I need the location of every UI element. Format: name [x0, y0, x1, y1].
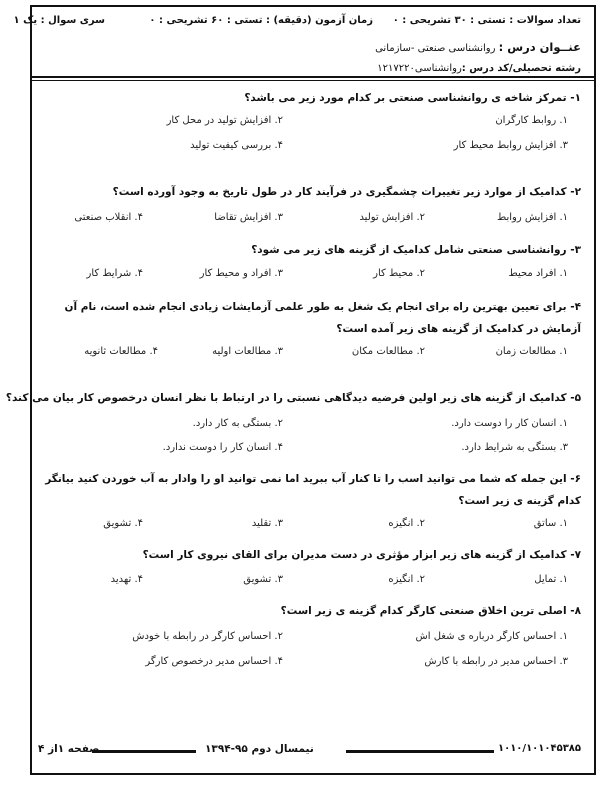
question-7: ۷- کدامیک از گزینه های زیر ابزار مؤثری در دست مدیران برای القای نیروی کار است؟: [142, 549, 581, 561]
question-1: ۱- تمرکز شاخه ی روانشناسی صنعتی بر کدام مورد زیر می باشد؟: [244, 92, 581, 104]
q5-option-2: ۲. بستگی به کار دارد.: [192, 418, 283, 429]
q2-option-2: ۲. افزایش تولید: [359, 212, 425, 223]
header-divider: [32, 76, 594, 78]
q4-option-1: ۱. مطالعات زمان: [495, 346, 568, 357]
header-divider-inner: [32, 80, 594, 81]
q5-option-1: ۱. انسان کار را دوست دارد.: [451, 418, 568, 429]
q3-option-2: ۲. محیط کار: [373, 268, 425, 279]
q4-option-4: ۴. مطالعات ثانویه: [84, 346, 158, 357]
question-count: تعداد سوالات : تستی : ۳۰ تشریحی : ۰: [392, 15, 581, 26]
q7-option-3: ۳. تشویق: [243, 574, 283, 585]
q8-option-2: ۲. احساس کارگر در رابطه با خودش: [132, 631, 283, 642]
question-6: ۶- این جمله که شما می توانید اسب را تا کنار آب ببرید اما نمی توانید او را وادار به آب خوردن کنید بیانگر کدام گزینه ی زیر است؟: [45, 473, 581, 507]
q5-option-3: ۳. بستگی به شرایط دارد.: [461, 442, 568, 453]
q1-option-1: ۱. روابط کارگران: [495, 115, 568, 126]
q1-option-4: ۴. بررسی کیفیت تولید: [190, 140, 283, 151]
footer-line-left: [92, 750, 196, 753]
q2-option-3: ۳. افزایش تقاضا: [214, 212, 283, 223]
q5-option-4: ۴. انسان کار را دوست ندارد.: [162, 442, 283, 453]
q6-option-4: ۴. تشویق: [103, 518, 143, 529]
question-4: ۴- برای تعیین بهترین راه برای انجام یک شغل به طور علمی آزمایشات زیادی انجام شده است، نام آن آزمایش در کدامیک از گزینه های زیر آمده است؟: [64, 301, 581, 335]
q7-option-4: ۴. تهدید: [110, 574, 143, 585]
q8-option-1: ۱. احساس کارگر درباره ی شغل اش: [415, 631, 568, 642]
q1-option-2: ۲. افزایش تولید در محل کار: [166, 115, 283, 126]
field-code-value: روانشناسی۱۲۱۷۲۲۰: [377, 63, 462, 74]
exam-time: زمان آزمون (دقیقه) : تستی : ۶۰ تشریحی : ۰: [149, 15, 373, 26]
q8-option-3: ۳. احساس مدیر در رابطه با کارش: [424, 656, 568, 667]
series-label: سری سوال : یک ۱: [13, 15, 105, 26]
q2-option-1: ۱. افزایش روابط: [496, 212, 568, 223]
q3-option-4: ۴. شرایط کار: [86, 268, 143, 279]
exam-code: ۱۰۱۰/۱۰۱۰۴۵۳۸۵: [498, 743, 581, 754]
q3-option-1: ۱. افراد محیط: [508, 268, 568, 279]
q7-option-2: ۲. انگیزه: [388, 574, 425, 585]
question-5: ۵- کدامیک از گزینه های زیر اولین فرضیه دیدگاهی نسبتی را در ارتباط با نظر انسان درخصوص کار بیان می کند؟: [5, 392, 581, 404]
course-title-label: عنــوان درس :: [498, 40, 581, 54]
course-title: [375, 36, 581, 55]
question-3: ۳- روانشناسی صنعتی شامل کدامیک از گزینه های زیر می شود؟: [251, 244, 581, 256]
page-number: صفحه ۱از ۴: [38, 743, 100, 755]
footer-line-right: [346, 750, 494, 753]
q3-option-3: ۳. افراد و محیط کار: [199, 268, 283, 279]
q1-option-3: ۳. افزایش روابط محیط کار: [453, 140, 568, 151]
course-title-value: روانشناسی صنعتی -سازمانی: [375, 43, 499, 54]
question-8: ۸- اصلی ترین اخلاق صنعتی کارگر کدام گزینه ی زیر است؟: [280, 605, 581, 617]
question-2: ۲- کدامیک از موارد زیر تغییرات چشمگیری در فرآیند کار در طول تاریخ به وجود آورده است؟: [112, 186, 581, 198]
field-code-label: رشته تحصیلی/کد درس :: [461, 63, 581, 74]
field-code: [377, 56, 581, 75]
q4-option-2: ۲. مطالعات مکان: [351, 346, 425, 357]
q4-option-3: ۳. مطالعات اولیه: [212, 346, 283, 357]
q7-option-1: ۱. تمایل: [534, 574, 568, 585]
q2-option-4: ۴. انقلاب صنعتی: [74, 212, 143, 223]
q8-option-4: ۴. احساس مدیر درخصوص کارگر: [145, 656, 283, 667]
q6-option-1: ۱. ساتق: [533, 518, 568, 529]
semester: نیمسال دوم ۹۵-۱۳۹۴: [205, 743, 314, 755]
q6-option-3: ۳. تقلید: [251, 518, 283, 529]
q6-option-2: ۲. انگیزه: [388, 518, 425, 529]
